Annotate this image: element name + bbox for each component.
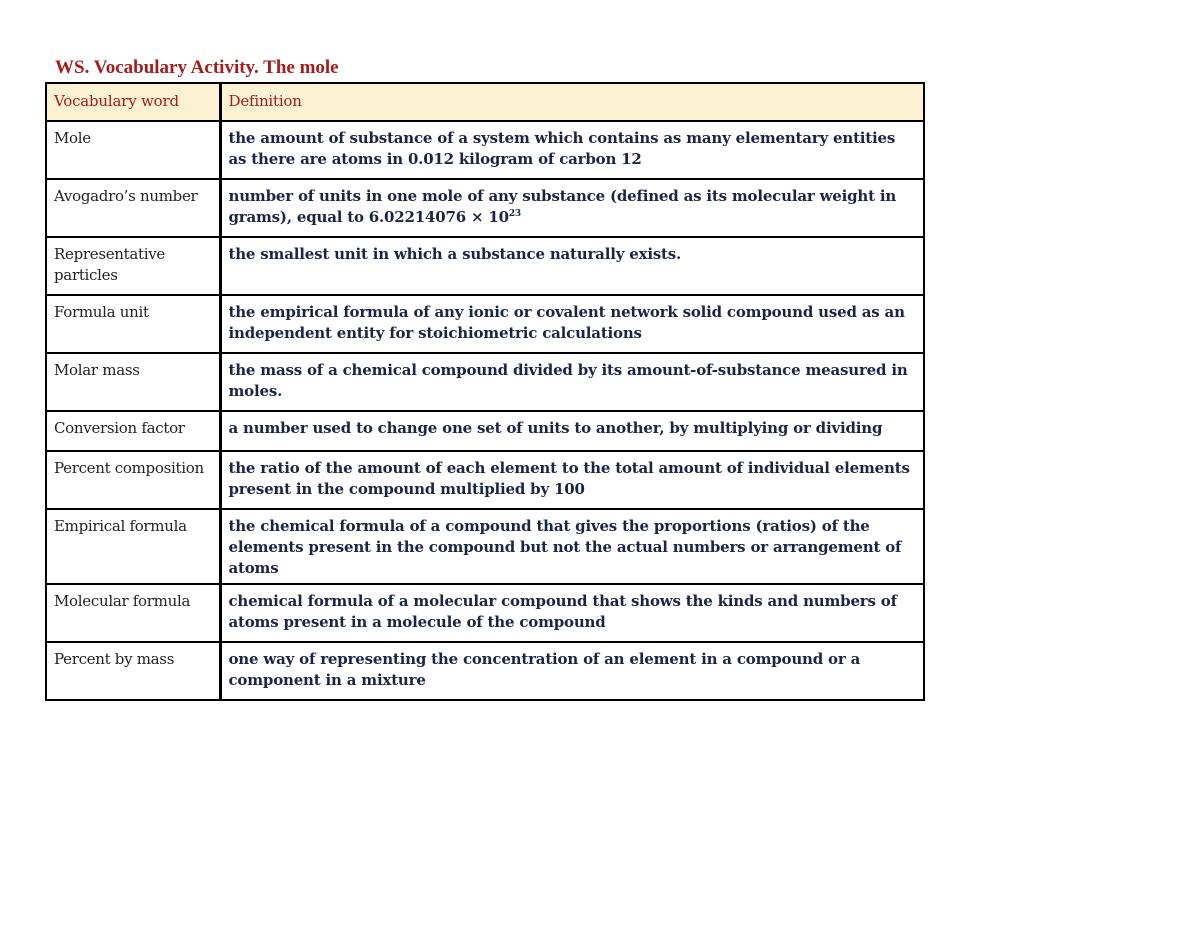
vocabulary-word: Avogadro’s number	[46, 179, 220, 237]
table-row	[46, 179, 924, 237]
vocabulary-word: Molar mass	[46, 353, 220, 411]
page-title: WS. Vocabulary Activity. The mole	[55, 57, 339, 78]
definition: the empirical formula of any ionic or covalent network solid compound used as an independent entity for stoichiometric calculations	[220, 295, 924, 353]
vocabulary-word: Molecular formula	[46, 584, 220, 642]
table-row	[46, 237, 924, 295]
definition: the smallest unit in which a substance naturally exists.	[220, 237, 924, 295]
header-definition: Definition	[220, 83, 924, 121]
table-header-row	[46, 83, 924, 121]
header-vocabulary-word: Vocabulary word	[46, 83, 220, 121]
definition: the amount of substance of a system which contains as many elementary entities as there are atoms in 0.012 kilogram of carbon 12	[220, 121, 924, 179]
table-row	[46, 584, 924, 642]
definition	[220, 179, 924, 237]
table-row	[46, 509, 924, 584]
table-row	[46, 353, 924, 411]
vocabulary-table	[45, 82, 925, 701]
table-row	[46, 451, 924, 509]
definition: a number used to change one set of units to another, by multiplying or dividing	[220, 411, 924, 451]
definition: the mass of a chemical compound divided by its amount-of-substance measured in moles.	[220, 353, 924, 411]
definition: the ratio of the amount of each element to the total amount of individual elements present in the compound multiplied by 100	[220, 451, 924, 509]
definition: chemical formula of a molecular compound that shows the kinds and numbers of atoms present in a molecule of the compound	[220, 584, 924, 642]
vocabulary-word: Conversion factor	[46, 411, 220, 451]
definition: one way of representing the concentration of an element in a compound or a component in a mixture	[220, 642, 924, 700]
vocabulary-word: Mole	[46, 121, 220, 179]
vocabulary-word: Representative particles	[46, 237, 220, 295]
table-row	[46, 121, 924, 179]
vocabulary-word: Empirical formula	[46, 509, 220, 584]
table-row	[46, 295, 924, 353]
vocabulary-word: Formula unit	[46, 295, 220, 353]
definition-exponent: 23	[508, 209, 521, 219]
vocabulary-word: Percent composition	[46, 451, 220, 509]
table-row	[46, 642, 924, 700]
table-row	[46, 411, 924, 451]
definition-text: number of units in one mole of any substance (defined as its molecular weight in grams), equal to 6.02214076 × 10	[228, 187, 897, 226]
vocabulary-word: Percent by mass	[46, 642, 220, 700]
definition: the chemical formula of a compound that gives the proportions (ratios) of the elements present in the compound but not the actual numbers or arrangement of atoms	[220, 509, 924, 584]
